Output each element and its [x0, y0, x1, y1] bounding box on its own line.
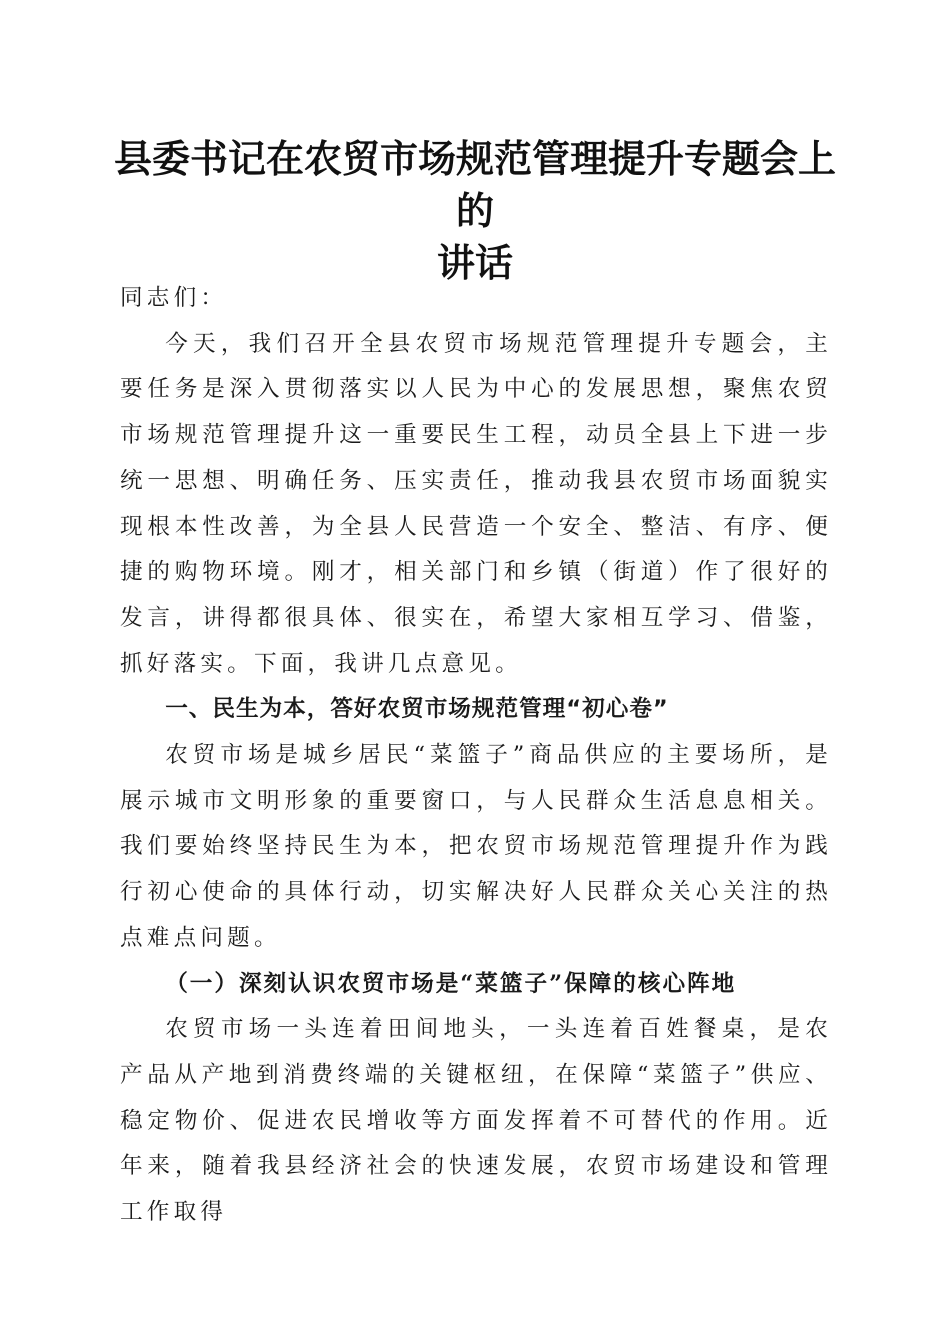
title-line-1: 县委书记在农贸市场规范管理提升专题会上的	[113, 136, 836, 233]
document-body	[120, 276, 832, 1236]
title-line-2: 讲话	[436, 240, 513, 285]
paragraph-intro: 今天，我们召开全县农贸市场规范管理提升专题会，主要任务是深入贯彻落实以人民为中心的发展思想，聚焦农贸市场规范管理提升这一重要民生工程，动员全县上下进一步统一思想、明确任务、压实责任，推动我县农贸市场面貌实现根本性改善，为全县人民营造一个安全、整洁、有序、便捷的购物环境。刚才，相关部门和乡镇（街道）作了很好的发言，讲得都很具体、很实在，希望大家相互学习、借鉴，抓好落实。下面，我讲几点意见。	[120, 330, 832, 677]
section-heading-1: 一、民生为本，答好农贸市场规范管理“初心卷”	[165, 696, 669, 723]
subsection-heading-1: （一）深刻认识农贸市场是“菜篮子”保障的核心阵地	[165, 970, 737, 997]
paragraph-subsection-1: 农贸市场一头连着田间地头，一头连着百姓餐桌，是农产品从产地到消费终端的关键枢纽，在保障“菜篮子”供应、稳定物价、促进农民增收等方面发挥着不可替代的作用。近年来，随着我县经济社会的快速发展，农贸市场建设和管理工作取得	[120, 1016, 832, 1226]
salutation: 同志们：	[120, 285, 228, 311]
paragraph-section-1: 农贸市场是城乡居民“菜篮子”商品供应的主要场所，是展示城市文明形象的重要窗口，与人民群众生活息息相关。我们要始终坚持民生为本，把农贸市场规范管理提升作为践行初心使命的具体行动，切实解决好人民群众关心关注的热点难点问题。	[120, 742, 832, 951]
document-title	[100, 133, 850, 289]
